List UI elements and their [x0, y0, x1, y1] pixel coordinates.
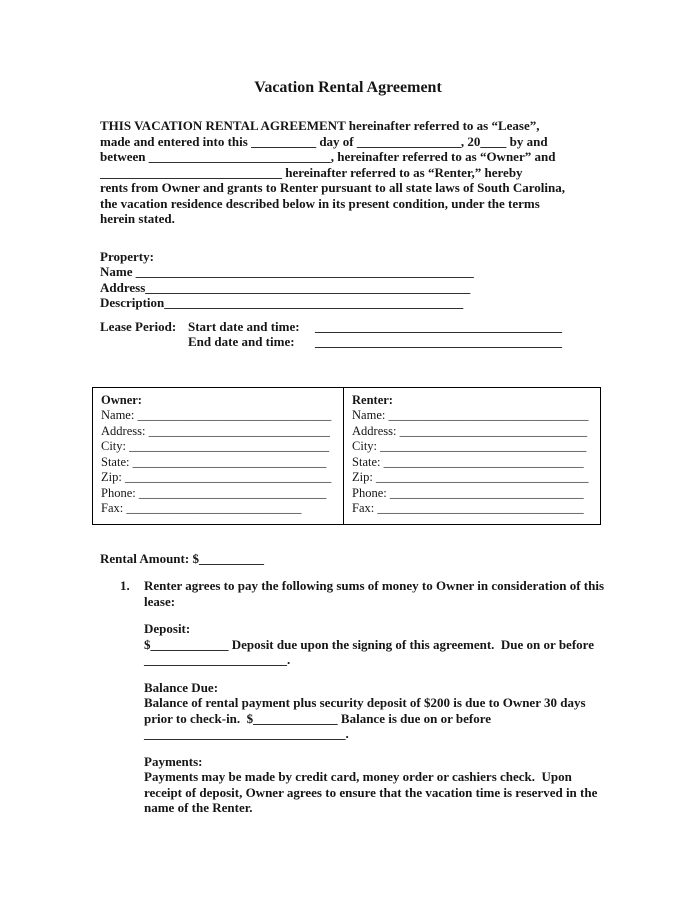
balance-blank-line: _______________________________.	[144, 726, 349, 741]
owner-name-row: Name: _______________________________	[101, 408, 332, 422]
renter-heading: Renter:	[352, 392, 393, 407]
lease-end-label: End date and time:	[188, 334, 295, 349]
renter-city-row: City: _________________________________	[352, 439, 587, 453]
intro-line: rents from Owner and grants to Renter pursuant to all state laws of South Carolina,	[100, 180, 566, 195]
lease-end-blank: ______________________________________	[315, 334, 562, 349]
clause-1-number: 1.	[120, 578, 130, 593]
lease-start-row	[100, 319, 696, 335]
owner-address-row: Address: _____________________________	[101, 423, 330, 438]
owner-phone-row: Phone: ______________________________	[101, 485, 327, 500]
intro-line: between ____________________________, hereinafter referred to as “Owner” and	[100, 149, 556, 164]
payments-line: Payments may be made by credit card, money order or cashiers check. Upon	[144, 769, 572, 784]
renter-address-row: Address: ______________________________	[352, 423, 588, 438]
renter-name-row: Name: ________________________________	[352, 408, 589, 422]
balance-line: Balance of rental payment plus security deposit of $200 is due to Owner 30 days	[144, 695, 586, 710]
renter-column	[343, 388, 600, 524]
clause-1-line: lease:	[144, 593, 176, 609]
renter-state-row: State: ________________________________	[352, 454, 584, 469]
intro-line: herein stated.	[100, 211, 175, 226]
deposit-block	[144, 621, 696, 668]
intro-paragraph	[100, 118, 696, 227]
document-title: Vacation Rental Agreement	[254, 79, 442, 96]
property-heading: Property:	[100, 248, 154, 264]
deposit-line: $____________ Deposit due upon the signing of this agreement. Due on or before	[144, 636, 594, 652]
renter-zip-row: Zip: __________________________________	[352, 470, 589, 484]
clause-1-line: Renter agrees to pay the following sums of money to Owner in consideration of this	[144, 578, 605, 593]
deposit-blank-line: ______________________.	[144, 652, 291, 667]
balance-due-block	[144, 680, 696, 742]
parties-box	[92, 387, 601, 525]
rental-amount-line: Rental Amount: $__________	[100, 550, 264, 566]
intro-line: THIS VACATION RENTAL AGREEMENT hereinafter referred to as “Lease”,	[100, 118, 540, 133]
clause-1	[100, 578, 696, 609]
intro-line: the vacation residence described below in its present condition, under the terms	[100, 195, 540, 211]
payments-line: receipt of deposit, Owner agrees to ensure that the vacation time is reserved in the	[144, 784, 598, 800]
lease-start-blank: ______________________________________	[315, 318, 562, 334]
renter-fax-row: Fax: _________________________________	[352, 501, 584, 515]
owner-zip-row: Zip: _________________________________	[101, 470, 332, 484]
clause-1-text	[144, 578, 604, 609]
deposit-heading: Deposit:	[144, 621, 191, 636]
lease-period-section	[100, 319, 696, 350]
owner-column	[93, 388, 343, 524]
lease-start-label: Start date and time:	[188, 318, 300, 334]
owner-city-row: City: ________________________________	[101, 439, 330, 453]
property-description-line: Description______________________________________________	[100, 295, 464, 310]
balance-heading: Balance Due:	[144, 679, 219, 695]
lease-end-row	[100, 334, 696, 350]
lease-period-label: Lease Period:	[100, 318, 177, 334]
payments-line: name of the Renter.	[144, 800, 253, 815]
owner-state-row: State: _______________________________	[101, 454, 327, 469]
renter-phone-row: Phone: _______________________________	[352, 485, 584, 500]
payments-block	[144, 754, 696, 816]
intro-line: made and entered into this __________ day of ________________, 20____ by and	[100, 133, 548, 149]
property-address-line: Address__________________________________________________	[100, 279, 471, 295]
property-name-line: Name ____________________________________________________	[100, 264, 474, 279]
balance-line: prior to check-in. $_____________ Balance is due on or before	[144, 710, 492, 726]
property-section	[100, 249, 696, 311]
payments-heading: Payments:	[144, 753, 203, 769]
owner-heading: Owner:	[101, 392, 142, 407]
intro-line: ____________________________ hereinafter referred to as “Renter,” hereby	[100, 164, 523, 180]
owner-fax-row: Fax: ____________________________	[101, 501, 302, 515]
